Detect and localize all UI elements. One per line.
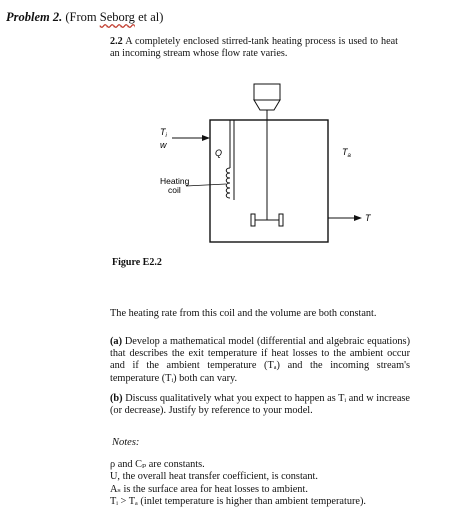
- part-b-text: Discuss qualitatively what you expect to happen as Tᵢ and w increase (or decrease). Justify by reference to your model.: [110, 393, 410, 417]
- part-b: [110, 393, 410, 417]
- source-author: Seborg: [99, 10, 135, 24]
- heat-label: Q: [215, 148, 223, 158]
- source-prefix: (From: [65, 10, 100, 24]
- source-suffix: et al): [134, 10, 164, 24]
- ambient-temp-label: $T_a$: [342, 147, 351, 159]
- part-a-label: (a): [110, 336, 123, 347]
- inlet-temp-label: $T_i$: [160, 127, 167, 139]
- inlet-flow-label: w: [160, 140, 167, 150]
- stirred-tank-diagram: [130, 80, 380, 260]
- impeller-blade-right: [279, 214, 283, 226]
- outlet-temp-label: T: [365, 213, 371, 223]
- impeller-blade-left: [251, 214, 255, 226]
- coil-windings: [226, 168, 230, 198]
- figure-caption: Figure E2.2: [112, 257, 162, 268]
- outlet-arrowhead: [354, 215, 362, 221]
- part-a: [110, 336, 410, 385]
- note-item: Tᵢ > Tₐ (inlet temperature is higher than ambient temperature).: [110, 496, 367, 508]
- notes-list: [110, 459, 440, 509]
- inlet-arrowhead: [202, 135, 210, 141]
- coil-label-leader: [186, 184, 226, 186]
- paragraph-constants: The heating rate from this coil and the volume are both constant.: [110, 308, 377, 319]
- problem-intro: [110, 36, 398, 60]
- part-b-label: (b): [110, 393, 123, 404]
- problem-number: 2.2: [110, 36, 123, 47]
- tank: [210, 120, 328, 242]
- part-a-text: Develop a mathematical model (differential and algebraic equations) that describes the exit temperature if heat losses to the ambient occur and if the ambient temperature (Tₐ) and the incoming stream's temperature (Tᵢ) both can vary.: [110, 336, 410, 384]
- motor-base: [254, 100, 280, 110]
- note-item: Aₛ is the surface area for heat losses to ambient.: [110, 483, 308, 495]
- notes-title: Notes:: [112, 437, 140, 448]
- coil-label-line1: Heating: [160, 176, 190, 186]
- problem-heading: [6, 10, 163, 25]
- motor-body: [254, 84, 280, 100]
- problem-label: Problem 2.: [6, 10, 63, 24]
- note-item: ρ and Cₚ are constants.: [110, 459, 205, 470]
- coil-label-line2: coil: [168, 185, 181, 195]
- note-item: U, the overall heat transfer coefficient, is constant.: [110, 471, 318, 483]
- problem-intro-text: A completely enclosed stirred-tank heating process is used to heat an incoming stream whose flow rate varies.: [110, 36, 398, 59]
